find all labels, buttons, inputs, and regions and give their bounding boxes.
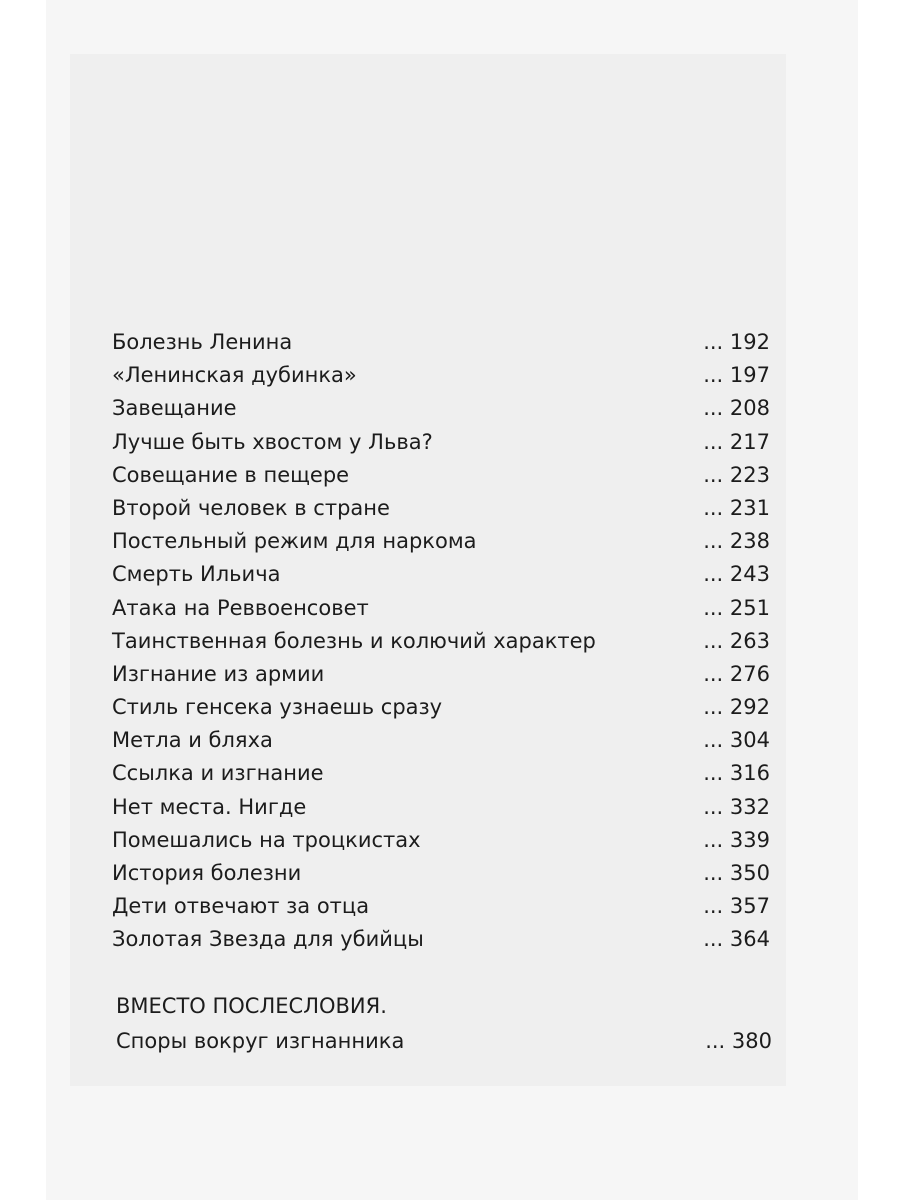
toc-entry	[112, 724, 770, 757]
toc-entry	[112, 392, 770, 425]
toc-entry	[112, 691, 770, 724]
toc-entry-page: ... 263	[703, 628, 770, 653]
toc-entry-title: Помешались на троцкистах	[112, 827, 421, 852]
toc-entry-title: Совещание в пещере	[112, 462, 350, 487]
toc-entry-page: ... 217	[703, 429, 770, 454]
toc-entry-title: Ссылка и изгнание	[112, 761, 324, 786]
toc-entry-title: Стиль генсека узнаешь сразу	[112, 695, 443, 720]
toc-entry-title: Болезнь Ленина	[112, 330, 293, 354]
toc-entry-title: Дети отвечают за отца	[112, 894, 370, 919]
toc-entry	[112, 592, 770, 625]
toc-entry	[112, 791, 770, 824]
toc-entry	[112, 459, 770, 492]
toc-entry	[112, 326, 770, 359]
toc-entry	[116, 1025, 772, 1059]
toc-entry	[112, 890, 770, 923]
toc-entry-page: ... 231	[703, 495, 770, 520]
toc-entry-title: Золотая Звезда для убийцы	[112, 927, 424, 952]
toc-entry-page: ... 316	[703, 761, 770, 786]
toc-entry-page: ... 238	[703, 529, 770, 554]
toc-entry	[112, 558, 770, 591]
toc-entry-page: ... 350	[703, 861, 770, 885]
toc-entry	[112, 426, 770, 459]
toc-entry-title: Нет места. Нигде	[112, 794, 307, 819]
toc-entry-page: ... 192	[703, 330, 770, 354]
toc-entry-title: История болезни	[112, 861, 302, 885]
toc-entry-page: ... 223	[703, 462, 770, 487]
toc-entry-title: Метла и бляха	[112, 728, 273, 753]
toc-entry-title: Лучше быть хвостом у Льва?	[112, 429, 433, 454]
toc-entry-page: ... 208	[703, 396, 770, 421]
toc-entry-page: ... 364	[703, 927, 770, 952]
book-page	[46, 0, 858, 1200]
toc-entry-page: ... 357	[703, 894, 770, 919]
afterword-heading: ВМЕСТО ПОСЛЕСЛОВИЯ.	[116, 994, 387, 1018]
toc-entry-page: ... 276	[703, 661, 770, 686]
toc-entry-title: Второй человек в стране	[112, 495, 390, 520]
toc-entry-page: ... 304	[703, 728, 770, 753]
toc-entry-page: ... 292	[703, 695, 770, 720]
toc-entry-page: ... 243	[703, 562, 770, 587]
toc-entry-page: ... 380	[705, 1029, 772, 1053]
toc-entry	[112, 625, 770, 658]
toc-entry-title: Смерть Ильича	[112, 562, 281, 587]
toc-entry	[112, 923, 770, 956]
toc-entry-title: Споры вокруг изгнанника	[116, 1029, 405, 1053]
afterword-section	[116, 990, 772, 1059]
toc-entry	[112, 824, 770, 857]
toc-entry-title: Постельный режим для наркома	[112, 529, 477, 554]
toc-entry	[112, 492, 770, 525]
toc-entry-title: Завещание	[112, 396, 237, 421]
toc-entry-page: ... 251	[703, 595, 770, 620]
toc-entry-page: ... 339	[703, 827, 770, 852]
toc-entry-title: «Ленинская дубинка»	[112, 363, 357, 388]
toc-entry-title: Атака на Реввоенсовет	[112, 595, 369, 620]
toc-entry	[112, 857, 770, 890]
toc-entry-title: Изгнание из армии	[112, 661, 325, 686]
toc-entry-page: ... 332	[703, 794, 770, 819]
toc-entry-page: ... 197	[703, 363, 770, 388]
toc-entry	[112, 757, 770, 790]
table-of-contents	[112, 326, 770, 957]
toc-entry-title: Таинственная болезнь и колючий характер	[112, 628, 596, 653]
toc-entry	[112, 525, 770, 558]
toc-entry	[112, 359, 770, 392]
toc-entry	[112, 658, 770, 691]
